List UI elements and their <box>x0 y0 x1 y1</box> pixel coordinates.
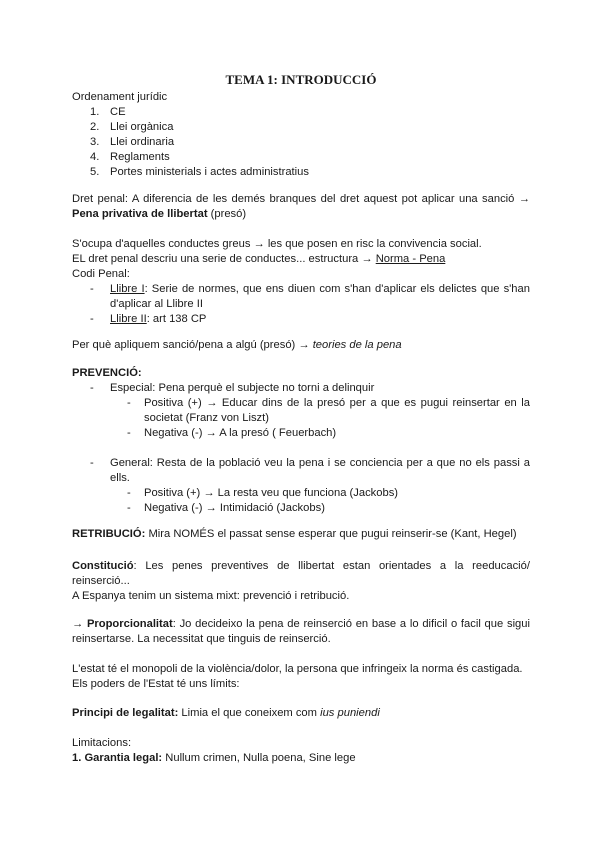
llibre-1-item: - Llibre I: Serie de normes, que ens diuen com s'han d'aplicar els delictes que s'han d'aplicar al Llibre II <box>90 283 530 310</box>
list-item: 1. CE <box>90 106 126 118</box>
general-positiva-item: - Positiva (+) → La resta veu que funciona (Jackobs) <box>127 487 399 499</box>
norma-pena-link: Norma - Pena <box>375 253 446 265</box>
general-item: - General: Resta de la població veu la pena i se conciencia per a que no els passi a ells. <box>90 457 530 484</box>
limitacions-section: Limitacions: 1. Garantia legal: Nullum crimen, Nulla poena, Sine lege <box>72 736 530 766</box>
ordenament-heading: Ordenament jurídic <box>72 91 168 103</box>
list-item: 3. Llei ordinaria <box>90 136 175 148</box>
prevencio-heading: PREVENCIÓ: <box>72 367 142 379</box>
especial-positiva-item: - Positiva (+) → Educar dins de la presó per a que es pugui reinsertar en la societat (Franz von Liszt) <box>127 397 530 424</box>
estat-paragraph: L'estat té el monopoli de la violència/dolor, la persona que infringeix la norma és castigada. Els poders de l'Estat té uns límits: <box>72 663 523 690</box>
retribucio-paragraph: RETRIBUCIÓ: Mira NOMÉS el passat sense esperar que pugui reinserir-se (Kant, Hegel) <box>72 528 517 540</box>
llibre-2-item: - Llibre II: art 138 CP <box>90 313 207 325</box>
ordenament-section <box>72 90 530 180</box>
list-item: 4. Reglaments <box>90 151 170 163</box>
dret-penal-paragraph: Dret penal: A diferencia de les demés branques del dret aquest pot aplicar una sanció → Pena privativa de llibertat (presó) <box>72 193 530 220</box>
general-negativa-item: - Negativa (-) → Intimidació (Jackobs) <box>127 502 325 514</box>
page-title: TEMA 1: INTRODUCCIÓ <box>225 72 377 87</box>
prevencio-section <box>72 366 530 516</box>
limitacions-heading: Limitacions: <box>72 737 132 749</box>
codi-penal-heading: Codi Penal: <box>72 268 130 280</box>
ocupa-paragraph: S'ocupa d'aquelles conductes greus → les que posen en risc la convivencia social. EL dret penal descriu una serie de conductes... estructura → Norma - Pena Codi Penal: - Llibre I: Serie de normes, que ens diuen com s'han d'aplicar els delictes que s'han d'aplicar al Llibre II - Llibre II: art 138 CP <box>72 238 530 325</box>
proporcionalitat-paragraph: → Proporcionalitat: Jo decideixo la pena de reinserció en base a lo dificil o facil que sigui reinsertarse. La necessitat que tinguis de reinserció. <box>72 618 530 645</box>
perque-paragraph: Per què apliquem sanció/pena a algú (presó) → teories de la pena <box>72 339 402 351</box>
constitucio-paragraph: Constitució: Les penes preventives de llibertat estan orientades a la reeducació/ reinserció... A Espanya tenim un sistema mixt: prevenció i retribució. <box>72 560 530 602</box>
list-item: 2. Llei orgànica <box>90 121 174 133</box>
legalitat-paragraph: Principi de legalitat: Limia el que coneixem com ius puniendi <box>72 707 380 719</box>
ordenament-list <box>72 105 530 180</box>
especial-item: - Especial: Pena perquè el subjecte no torni a delinquir <box>90 382 375 394</box>
list-item: 5. Portes ministerials i actes administratius <box>90 166 309 178</box>
especial-negativa-item: - Negativa (-) → A la presó ( Feuerbach) <box>127 427 337 439</box>
